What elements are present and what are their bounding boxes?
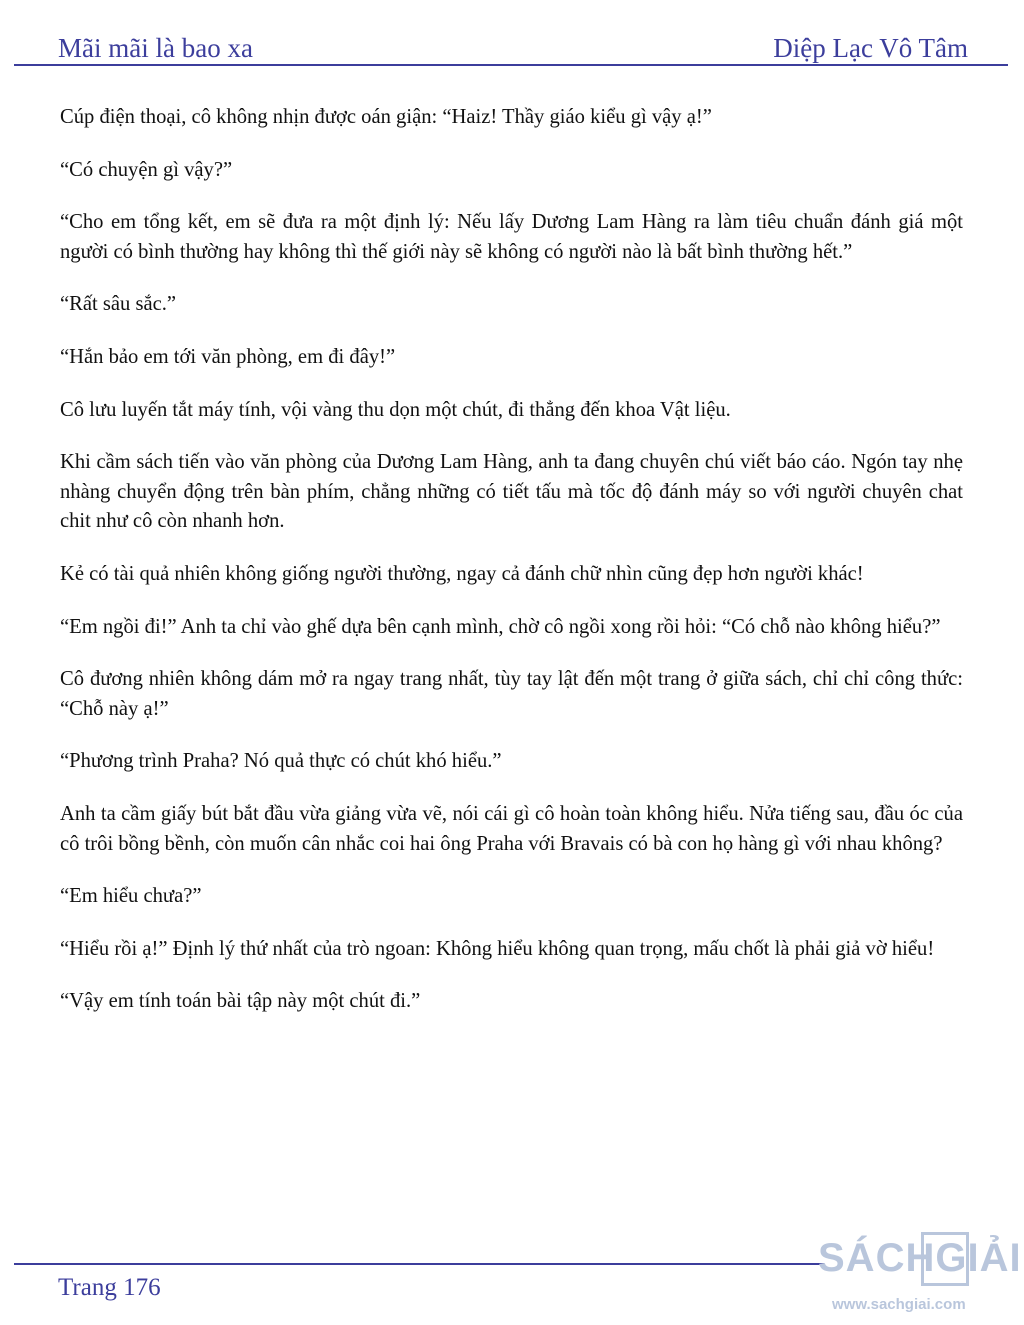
paragraph: “Hắn bảo em tới văn phòng, em đi đây!”	[60, 345, 396, 368]
paragraph: Khi cầm sách tiến vào văn phòng của Dương Lam Hàng, anh ta đang chuyên chú viết báo cáo. Ngón tay nhẹ nhàng chuyển động trên bàn phím, chẳng những có tiết tấu mà tốc độ đánh máy so với người chuyên chat chit như cô còn nhanh hơn.	[60, 451, 963, 533]
watermark-url: www.sachgiai.com	[832, 1296, 966, 1313]
paragraph: Kẻ có tài quả nhiên không giống người thường, ngay cả đánh chữ nhìn cũng đẹp hơn người khác!	[60, 562, 864, 585]
paragraph: “Có chuyện gì vậy?”	[60, 158, 233, 181]
page-body	[60, 103, 963, 1040]
paragraph: Cô đương nhiên không dám mở ra ngay trang nhất, tùy tay lật đến một trang ở giữa sách, chỉ chỉ công thức: “Chỗ này ạ!”	[60, 668, 963, 720]
paragraph: “Hiểu rồi ạ!” Định lý thứ nhất của trò ngoan: Không hiểu không quan trọng, mấu chốt là phải giả vờ hiểu!	[60, 937, 935, 960]
page-number: Trang 176	[58, 1274, 161, 1301]
watermark-brand: SÁCHGIẢI	[818, 1236, 1022, 1280]
paragraph: Cúp điện thoại, cô không nhịn được oán giận: “Haiz! Thầy giáo kiểu gì vậy ạ!”	[60, 106, 712, 128]
paragraph: “Cho em tổng kết, em sẽ đưa ra một định lý: Nếu lấy Dương Lam Hàng ra làm tiêu chuẩn đánh giá một người có bình thường hay không thì thế giới này sẽ không có người nào là bất bình thường hết.”	[60, 211, 963, 263]
book-title: Mãi mãi là bao xa	[58, 33, 253, 63]
page-header	[58, 26, 968, 64]
paragraph: Anh ta cầm giấy bút bắt đầu vừa giảng vừa vẽ, nói cái gì cô hoàn toàn không hiểu. Nửa tiếng sau, đầu óc của cô trôi bồng bềnh, còn muốn cân nhắc coi hai ông Praha với Bravais có bà con họ hàng gì với nhau không?	[60, 802, 963, 855]
paragraph: Cô lưu luyến tắt máy tính, vội vàng thu dọn một chút, đi thẳng đến khoa Vật liệu.	[60, 398, 731, 421]
paragraph: “Em hiểu chưa?”	[60, 885, 202, 908]
header-divider	[14, 64, 1008, 66]
author-name: Diệp Lạc Vô Tâm	[773, 33, 968, 63]
paragraph: “Phương trình Praha? Nó quả thực có chút khó hiểu.”	[60, 750, 502, 773]
footer-divider	[14, 1263, 824, 1265]
paragraph: “Em ngồi đi!” Anh ta chỉ vào ghế dựa bên cạnh mình, chờ cô ngồi xong rồi hỏi: “Có chỗ nào không hiểu?”	[60, 615, 941, 638]
watermark-logo	[818, 1226, 1024, 1325]
paragraph: “Rất sâu sắc.”	[60, 293, 177, 316]
paragraph: “Vậy em tính toán bài tập này một chút đi.”	[60, 990, 421, 1013]
